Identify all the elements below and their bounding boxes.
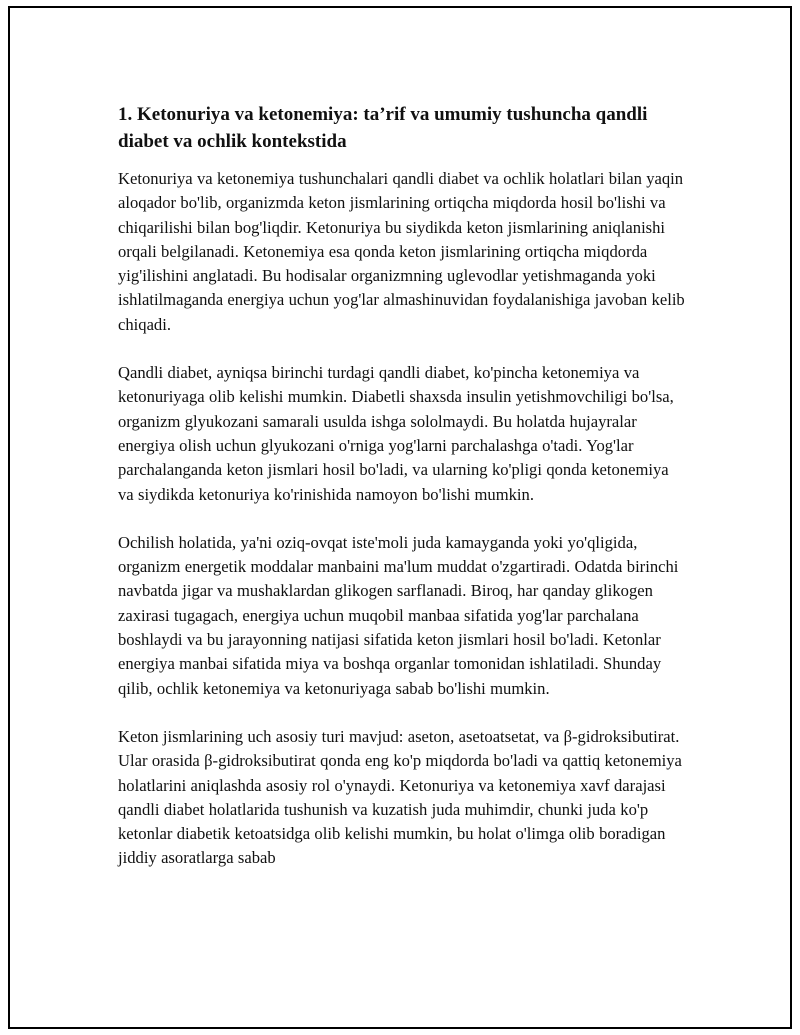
paragraph-definition: Ketonuriya va ketonemiya tushunchalari qandli diabet va ochlik holatlari bilan yaqin aloqador bo'lib, organizmda keton jismlarining ortiqcha miqdorda hosil bo'lishi va chiqarilishi bilan bog'liqdir. Ketonuriya bu siydikda keton jismlarining aniqlanishi orqali belgilanadi. Ketonemiya esa qonda keton jismlarining ortiqcha miqdorda yig'ilishini anglatadi. Bu hodisalar organizmning uglevodlar yetishmaganda yoki ishlatilmaganda energiya uchun yog'lar almashinuvidan foydalanishiga javoban kelib chiqadi.	[118, 169, 685, 334]
paragraph-starvation: Ochilish holatida, ya'ni oziq-ovqat iste'moli juda kamayganda yoki yo'qligida, organizm energetik moddalar manbaini ma'lum muddat o'zgartiradi. Odatda birinchi navbatda jigar va mushaklardan glikogen sarflanadi. Biroq, har qanday glikogen zaxirasi tugagach, energiya uchun muqobil manbaa sifatida yog'lar parchalana boshlaydi va bu jarayonning natijasi sifatida keton jismlari hosil bo'ladi. Ketonlar energiya manbai sifatida miya va boshqa organlar tomonidan ishlatiladi. Shunday qilib, ochlik ketonemiya va ketonuriyaga sabab bo'lishi mumkin.	[118, 532, 679, 698]
section-heading: 1. Ketonuriya va ketonemiya: ta’rif va umumiy tushuncha qandli diabet va ochlik kontekstida	[118, 104, 648, 152]
paragraph-diabetes: Qandli diabet, ayniqsa birinchi turdagi qandli diabet, ko'pincha ketonemiya va ketonuriyaga olib kelishi mumkin. Diabetli shaxsda insulin yetishmovchiligi bo'lsa, organizm glyukozani samarali usulda ishga sololmaydi. Bu holatda hujayralar energiya olish uchun glyukozani o'rniga yog'larni parchalashga o'tadi. Yog'lar parchalanganda keton jismlari hosil bo'ladi, va ularning ko'pligi qonda ketonemiya va siydikda ketonuriya ko'rinishida namoyon bo'lishi mumkin.	[118, 363, 674, 504]
page-frame	[8, 6, 792, 1029]
paragraph-ketone-types: Keton jismlarining uch asosiy turi mavjud: aseton, asetoatsetat, va β-gidroksibutirat. Ular orasida β-gidroksibutirat qonda eng ko'p miqdorda bo'ladi va qattiq ketonemiya holatlarini aniqlashda asosiy rol o'ynaydi. Ketonuriya va ketonemiya xavf darajasi qandli diabet holatlarida tushunish va kuzatish juda muhimdir, chunki juda ko'p ketonlar diabetik ketoatsidga olib kelishi mumkin, bu holat o'limga olib boradigan jiddiy asoratlarga sabab	[118, 726, 682, 868]
document-body	[118, 101, 686, 895]
